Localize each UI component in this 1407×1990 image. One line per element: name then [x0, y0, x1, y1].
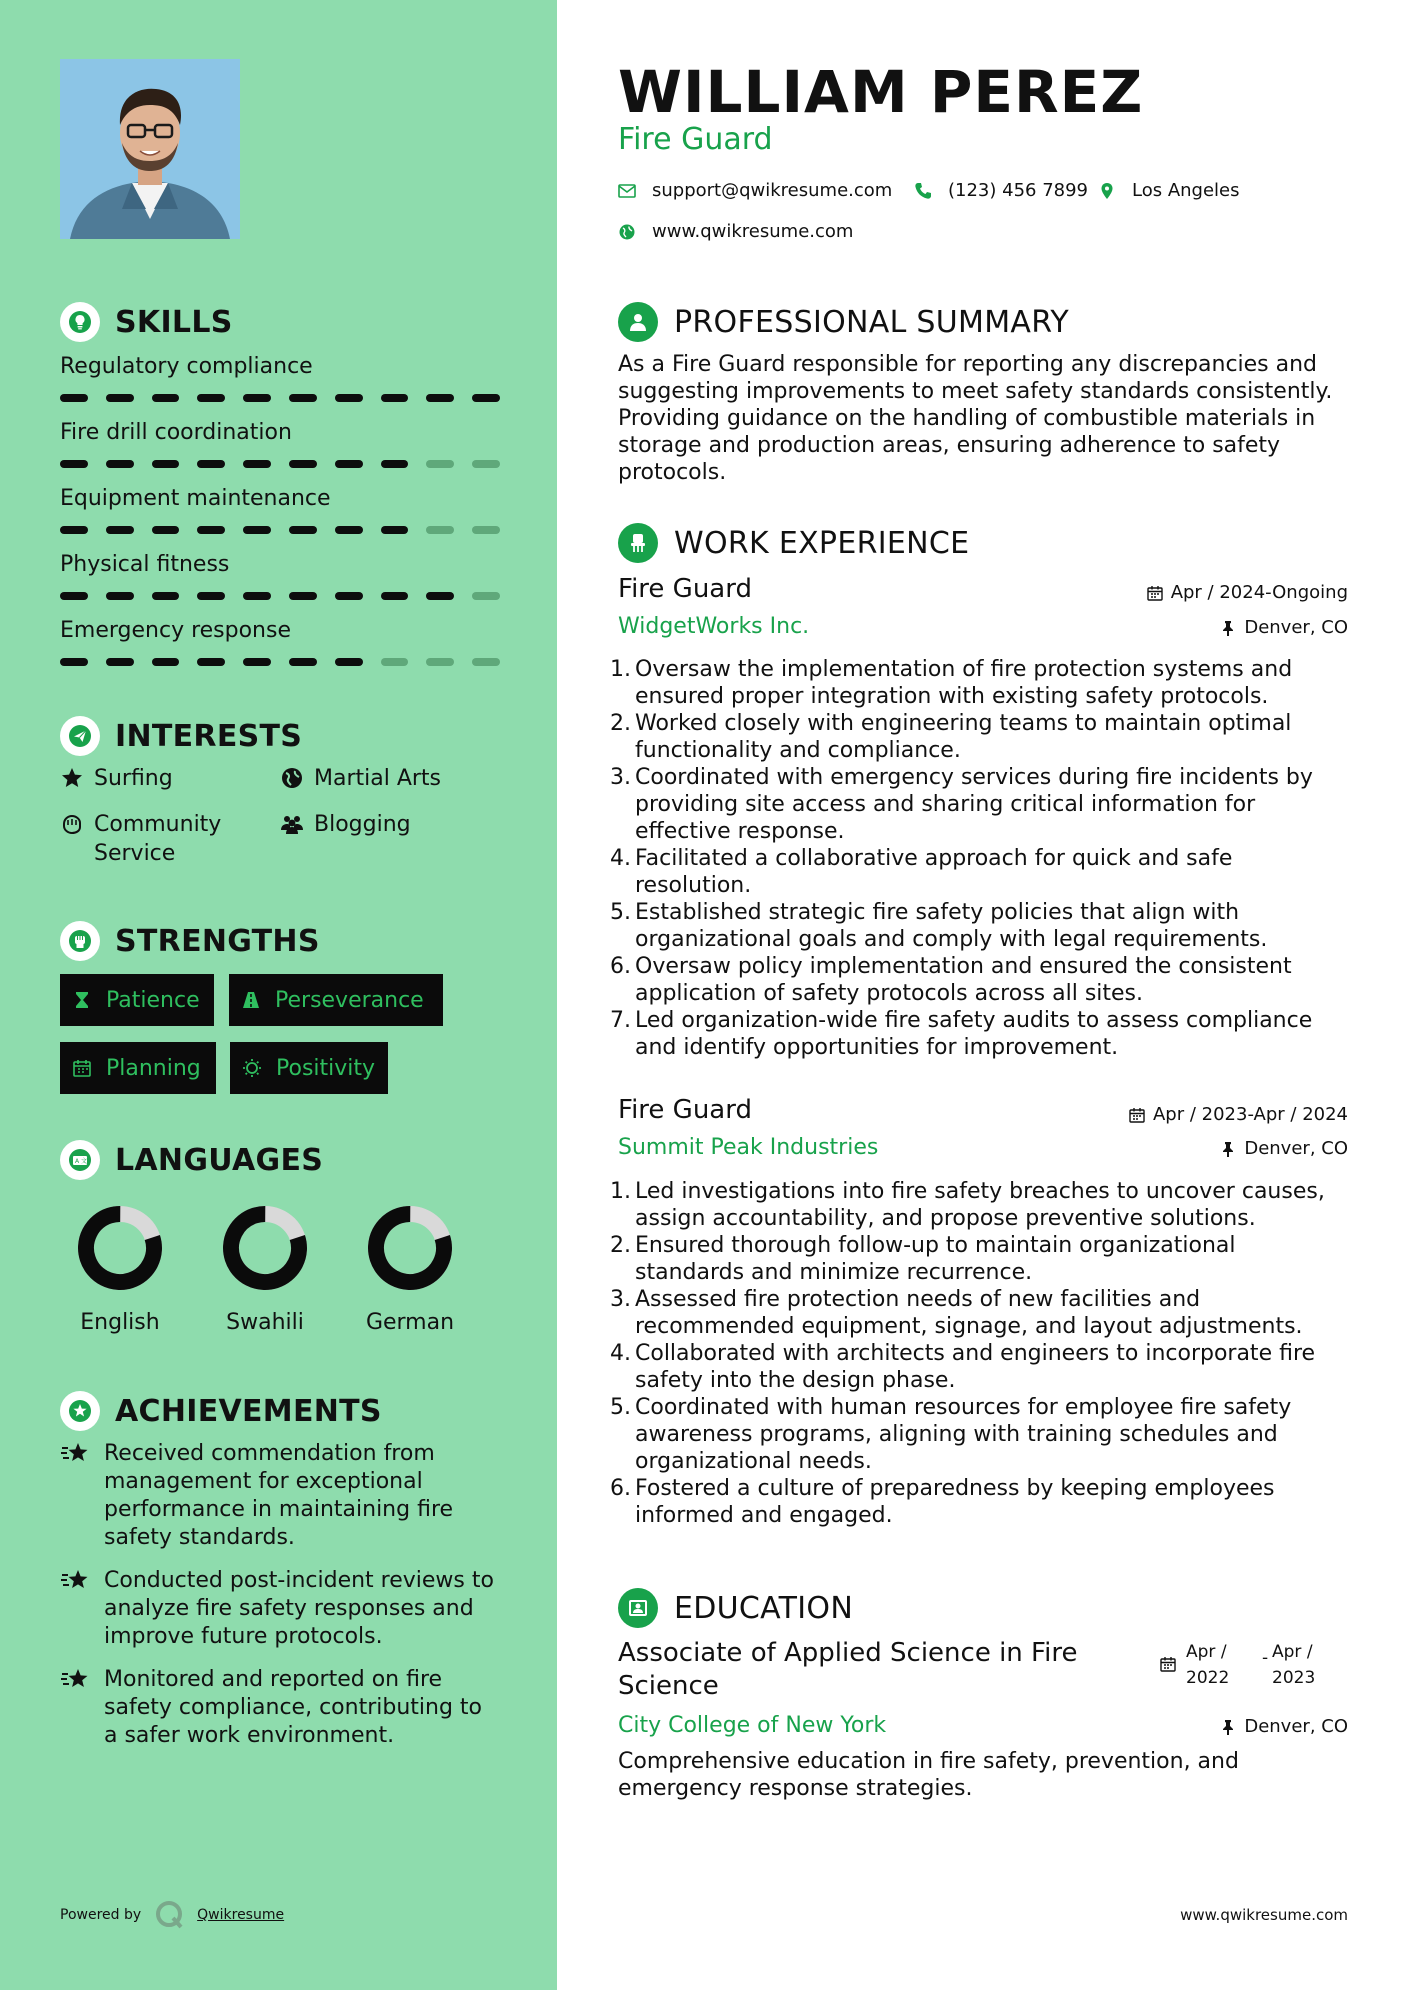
sun-icon — [242, 1058, 262, 1078]
language-icon — [60, 1140, 100, 1180]
bullet-number: 5. — [610, 1395, 631, 1420]
interest-item — [60, 764, 173, 793]
language-name: Swahili — [226, 1310, 304, 1335]
skill-level-segment — [472, 592, 500, 600]
bullet-text: Fostered a culture of preparedness by keeping employees informed and engaged. — [635, 1476, 1275, 1528]
bullet-item — [610, 1007, 1350, 1061]
skill-level-segment — [426, 460, 454, 468]
skill-level-segment — [289, 460, 317, 468]
education-location-text: Denver, CO — [1244, 1716, 1348, 1737]
skill-level-segment — [289, 526, 317, 534]
job-location-text: Denver, CO — [1244, 1138, 1348, 1159]
skill-item — [60, 418, 500, 468]
interest-label: Community Service — [94, 812, 222, 866]
skill-level-segment — [381, 394, 409, 402]
skill-level-meter — [60, 658, 500, 666]
bullet-number: 4. — [610, 1341, 631, 1366]
strength-label: Patience — [106, 987, 200, 1013]
interests-heading — [60, 714, 302, 758]
calendar-icon — [1129, 1107, 1145, 1123]
users-icon — [280, 812, 304, 836]
skill-level-segment — [152, 526, 180, 534]
skill-level-segment — [106, 394, 134, 402]
star-badge-icon — [60, 1391, 100, 1431]
skill-level-segment — [197, 592, 225, 600]
bullet-number: 3. — [610, 765, 631, 790]
strength-badge — [60, 1042, 216, 1094]
interest-item — [60, 810, 260, 868]
bullet-item — [610, 656, 1350, 710]
interest-label: Surfing — [94, 766, 173, 791]
skill-level-segment — [426, 394, 454, 402]
language-proficiency-donut — [366, 1204, 454, 1292]
shooting-star-icon — [60, 1440, 92, 1468]
interest-label: Blogging — [314, 812, 411, 837]
bullet-text: Established strategic fire safety policies that align with organizational goals and comply with legal requirements. — [635, 900, 1268, 952]
skill-level-segment — [243, 526, 271, 534]
bullet-text: Ensured thorough follow-up to maintain organizational standards and minimize recurrence. — [635, 1233, 1236, 1285]
contact-website[interactable] — [618, 221, 853, 242]
bullet-text: Coordinated with human resources for employee fire safety awareness programs, aligning with training schedules and organizational needs. — [635, 1395, 1292, 1474]
summary-text: As a Fire Guard responsible for reporting any discrepancies and suggesting improvements to meet safety standards consistently. Providing guidance on the handling of combustible materials in storage and production areas, ensuring adherence to safety protocols. — [618, 352, 1333, 485]
job-title: Fire Guard — [618, 574, 752, 604]
skill-item — [60, 352, 500, 402]
shooting-star-icon — [60, 1567, 92, 1595]
strengths-heading — [60, 919, 320, 963]
bullet-text: Oversaw policy implementation and ensured the consistent application of safety protocols across all sites. — [635, 954, 1292, 1006]
language-item — [60, 1204, 180, 1335]
education-heading — [618, 1586, 853, 1630]
experience-title: WORK EXPERIENCE — [674, 525, 970, 561]
achievement-item — [60, 1666, 500, 1750]
bullet-item — [610, 899, 1350, 953]
achievements-heading — [60, 1389, 382, 1433]
job-bullets — [610, 1178, 1350, 1529]
skill-level-segment — [152, 394, 180, 402]
svg-text:文: 文 — [81, 1158, 88, 1165]
shooting-star-icon — [60, 1666, 92, 1694]
skills-title: SKILLS — [115, 304, 233, 340]
skill-level-segment — [197, 394, 225, 402]
hand-icon — [60, 812, 84, 836]
skill-level-meter — [60, 526, 500, 534]
globe-icon — [618, 223, 636, 241]
job-title: Fire Guard — [618, 1095, 752, 1125]
skill-level-segment — [243, 592, 271, 600]
bullet-item — [610, 845, 1350, 899]
language-name: German — [365, 1310, 455, 1335]
strength-label: Perseverance — [275, 987, 424, 1013]
map-pin-icon — [1098, 182, 1116, 200]
skill-name: Equipment maintenance — [60, 486, 331, 511]
sidebar — [0, 0, 557, 1990]
envelope-icon — [618, 182, 636, 200]
skill-level-segment — [335, 460, 363, 468]
bullet-number: 3. — [610, 1287, 631, 1312]
skill-level-segment — [426, 592, 454, 600]
skill-level-segment — [472, 394, 500, 402]
job-date-text: Apr / 2023-Apr / 2024 — [1152, 1104, 1348, 1125]
skill-level-segment — [289, 658, 317, 666]
skill-level-segment — [381, 460, 409, 468]
skill-level-meter — [60, 394, 500, 402]
bullet-text: Oversaw the implementation of fire protection systems and ensured proper integration with existing safety protocols. — [635, 657, 1293, 709]
skill-name: Emergency response — [60, 618, 291, 643]
bullet-number: 6. — [610, 1476, 631, 1501]
svg-text:A: A — [75, 1158, 80, 1165]
skill-level-segment — [60, 658, 88, 666]
bullet-item — [610, 1394, 1350, 1475]
bullet-text: Worked closely with engineering teams to maintain optimal functionality and compliance. — [635, 711, 1292, 763]
skill-name: Physical fitness — [60, 552, 230, 577]
user-icon — [618, 302, 658, 342]
summary-title: PROFESSIONAL SUMMARY — [674, 304, 1070, 340]
education-date-end: Apr / 2023 — [1272, 1642, 1316, 1688]
skill-level-segment — [472, 658, 500, 666]
powered-by — [60, 1900, 284, 1930]
skill-level-segment — [152, 592, 180, 600]
skill-item — [60, 550, 500, 600]
skill-level-segment — [106, 658, 134, 666]
achievement-item — [60, 1567, 500, 1651]
skill-level-segment — [381, 658, 409, 666]
strength-badge — [229, 974, 443, 1026]
school-name: City College of New York — [618, 1713, 887, 1738]
achievement-text: Conducted post-incident reviews to analyze fire safety responses and improve future protocols. — [104, 1568, 494, 1649]
strength-badge — [60, 974, 214, 1026]
language-name: English — [80, 1310, 160, 1335]
bullet-number: 2. — [610, 711, 631, 736]
skill-level-segment — [335, 394, 363, 402]
skill-level-segment — [289, 394, 317, 402]
education-description: Comprehensive education in fire safety, prevention, and emergency response strategies. — [618, 1749, 1239, 1801]
skill-level-segment — [197, 658, 225, 666]
strength-label: Planning — [106, 1055, 201, 1081]
skill-level-segment — [289, 592, 317, 600]
job-location — [1220, 1138, 1348, 1159]
bullet-number: 4. — [610, 846, 631, 871]
job-date — [1129, 1104, 1348, 1125]
footer-url[interactable]: www.qwikresume.com — [1180, 1906, 1348, 1924]
skills-heading — [60, 300, 233, 344]
bullet-item — [610, 764, 1350, 845]
hourglass-icon — [72, 990, 92, 1010]
education-title: EDUCATION — [674, 1590, 854, 1626]
powered-by-label: Powered by — [60, 1907, 142, 1923]
skill-level-segment — [381, 526, 409, 534]
skill-level-segment — [152, 658, 180, 666]
achievement-text: Monitored and reported on fire safety compliance, contributing to a safer work environment. — [104, 1667, 482, 1748]
email-text: support@qwikresume.com — [652, 180, 893, 201]
skill-level-segment — [472, 460, 500, 468]
education-date-start: Apr / 2022 — [1186, 1642, 1230, 1688]
achievement-text: Received commendation from management for exceptional performance in maintaining fire safety standards. — [104, 1441, 454, 1550]
pushpin-icon — [1220, 1141, 1236, 1157]
skill-level-segment — [60, 460, 88, 468]
bullet-item — [610, 953, 1350, 1007]
bullet-text: Collaborated with architects and engineers to incorporate fire safety into the design phase. — [635, 1341, 1316, 1393]
summary-heading — [618, 300, 1069, 344]
contact-email[interactable] — [618, 180, 892, 201]
company-name: Summit Peak Industries — [618, 1135, 879, 1160]
pushpin-icon — [1220, 620, 1236, 636]
donut-fill — [222, 1205, 308, 1291]
job-date-text: Apr / 2024-Ongoing — [1170, 582, 1348, 603]
skill-level-segment — [381, 592, 409, 600]
globe-icon — [280, 766, 304, 790]
interest-label: Martial Arts — [314, 766, 442, 791]
bullet-number: 2. — [610, 1233, 631, 1258]
skill-level-segment — [426, 526, 454, 534]
skill-item — [60, 616, 500, 666]
contact-location — [1098, 180, 1240, 201]
calendar-icon — [72, 1058, 92, 1078]
interest-item — [280, 810, 411, 839]
bullet-text: Facilitated a collaborative approach for quick and safe resolution. — [635, 846, 1233, 898]
skill-name: Fire drill coordination — [60, 420, 292, 445]
calendar-icon — [1147, 585, 1163, 601]
job-bullets — [610, 656, 1350, 1061]
candidate-role: Fire Guard — [618, 122, 773, 157]
chair-icon — [618, 523, 658, 563]
bullet-text: Coordinated with emergency services during fire incidents by providing site access and sharing critical information for effective response. — [635, 765, 1313, 844]
skill-name: Regulatory compliance — [60, 354, 313, 379]
interests-title: INTERESTS — [115, 718, 303, 754]
skill-level-segment — [106, 526, 134, 534]
location-text: Los Angeles — [1132, 180, 1240, 201]
bullet-text: Led investigations into fire safety breaches to uncover causes, assign accountability, and propose preventive solutions. — [635, 1179, 1325, 1231]
skill-level-meter — [60, 592, 500, 600]
experience-heading — [618, 521, 969, 565]
language-item — [205, 1204, 325, 1335]
degree-title: Associate of Applied Science in Fire Science — [618, 1638, 1078, 1701]
achievement-item — [60, 1440, 500, 1552]
skill-level-segment — [106, 460, 134, 468]
paper-plane-icon — [60, 716, 100, 756]
skill-level-segment — [152, 460, 180, 468]
education-date-separator: - — [1262, 1648, 1269, 1668]
language-proficiency-donut — [221, 1204, 309, 1292]
skill-level-meter — [60, 460, 500, 468]
bullet-number: 7. — [610, 1008, 631, 1033]
interest-item — [280, 764, 441, 793]
graduation-icon — [618, 1588, 658, 1628]
achievements-title: ACHIEVEMENTS — [115, 1393, 382, 1429]
language-item — [350, 1204, 470, 1335]
skill-level-segment — [60, 394, 88, 402]
website-text: www.qwikresume.com — [652, 221, 854, 242]
languages-title: LANGUAGES — [115, 1142, 324, 1178]
bullet-number: 1. — [610, 1179, 631, 1204]
skill-level-segment — [60, 592, 88, 600]
skill-level-segment — [335, 658, 363, 666]
bullet-item — [610, 1178, 1350, 1232]
strength-label: Positivity — [276, 1055, 376, 1081]
skill-level-segment — [243, 460, 271, 468]
skill-level-segment — [335, 526, 363, 534]
bullet-text: Assessed fire protection needs of new facilities and recommended equipment, signage, and layout adjustments. — [635, 1287, 1303, 1339]
job-location-text: Denver, CO — [1244, 617, 1348, 638]
company-name: WidgetWorks Inc. — [618, 614, 810, 639]
bullet-item — [610, 1286, 1350, 1340]
skill-item — [60, 484, 500, 534]
skill-level-segment — [197, 526, 225, 534]
skill-level-segment — [472, 526, 500, 534]
phone-icon — [914, 182, 932, 200]
skill-level-segment — [60, 526, 88, 534]
star-icon — [60, 766, 84, 790]
bullet-item — [610, 1475, 1350, 1529]
contact-phone[interactable] — [914, 180, 1088, 201]
fist-icon — [60, 921, 100, 961]
candidate-name: WILLIAM PEREZ — [618, 58, 1144, 126]
donut-fill — [77, 1205, 163, 1291]
skill-level-segment — [335, 592, 363, 600]
skill-level-segment — [106, 592, 134, 600]
bullet-item — [610, 710, 1350, 764]
pushpin-icon — [1220, 1719, 1236, 1735]
bullet-item — [610, 1340, 1350, 1394]
language-proficiency-donut — [76, 1204, 164, 1292]
bullet-item — [610, 1232, 1350, 1286]
skill-level-segment — [426, 658, 454, 666]
strengths-title: STRENGTHS — [115, 923, 320, 959]
skill-level-segment — [197, 460, 225, 468]
bullet-text: Led organization-wide fire safety audits to assess compliance and identify opportunities for improvement. — [635, 1008, 1313, 1060]
lightbulb-icon — [60, 302, 100, 342]
job-date — [1147, 582, 1348, 603]
qwikresume-logo-icon — [155, 1900, 185, 1930]
bullet-number: 6. — [610, 954, 631, 979]
qwikresume-link[interactable]: Qwikresume — [197, 1907, 285, 1923]
education-location — [1220, 1716, 1348, 1737]
strength-badge — [230, 1042, 388, 1094]
languages-heading — [60, 1138, 323, 1182]
profile-photo — [60, 59, 240, 239]
bullet-number: 1. — [610, 657, 631, 682]
skill-level-segment — [243, 658, 271, 666]
road-icon — [241, 990, 261, 1010]
job-location — [1220, 617, 1348, 638]
donut-fill — [367, 1205, 453, 1291]
bullet-number: 5. — [610, 900, 631, 925]
calendar-icon — [1160, 1656, 1176, 1672]
skill-level-segment — [243, 394, 271, 402]
phone-text: (123) 456 7899 — [948, 180, 1089, 201]
